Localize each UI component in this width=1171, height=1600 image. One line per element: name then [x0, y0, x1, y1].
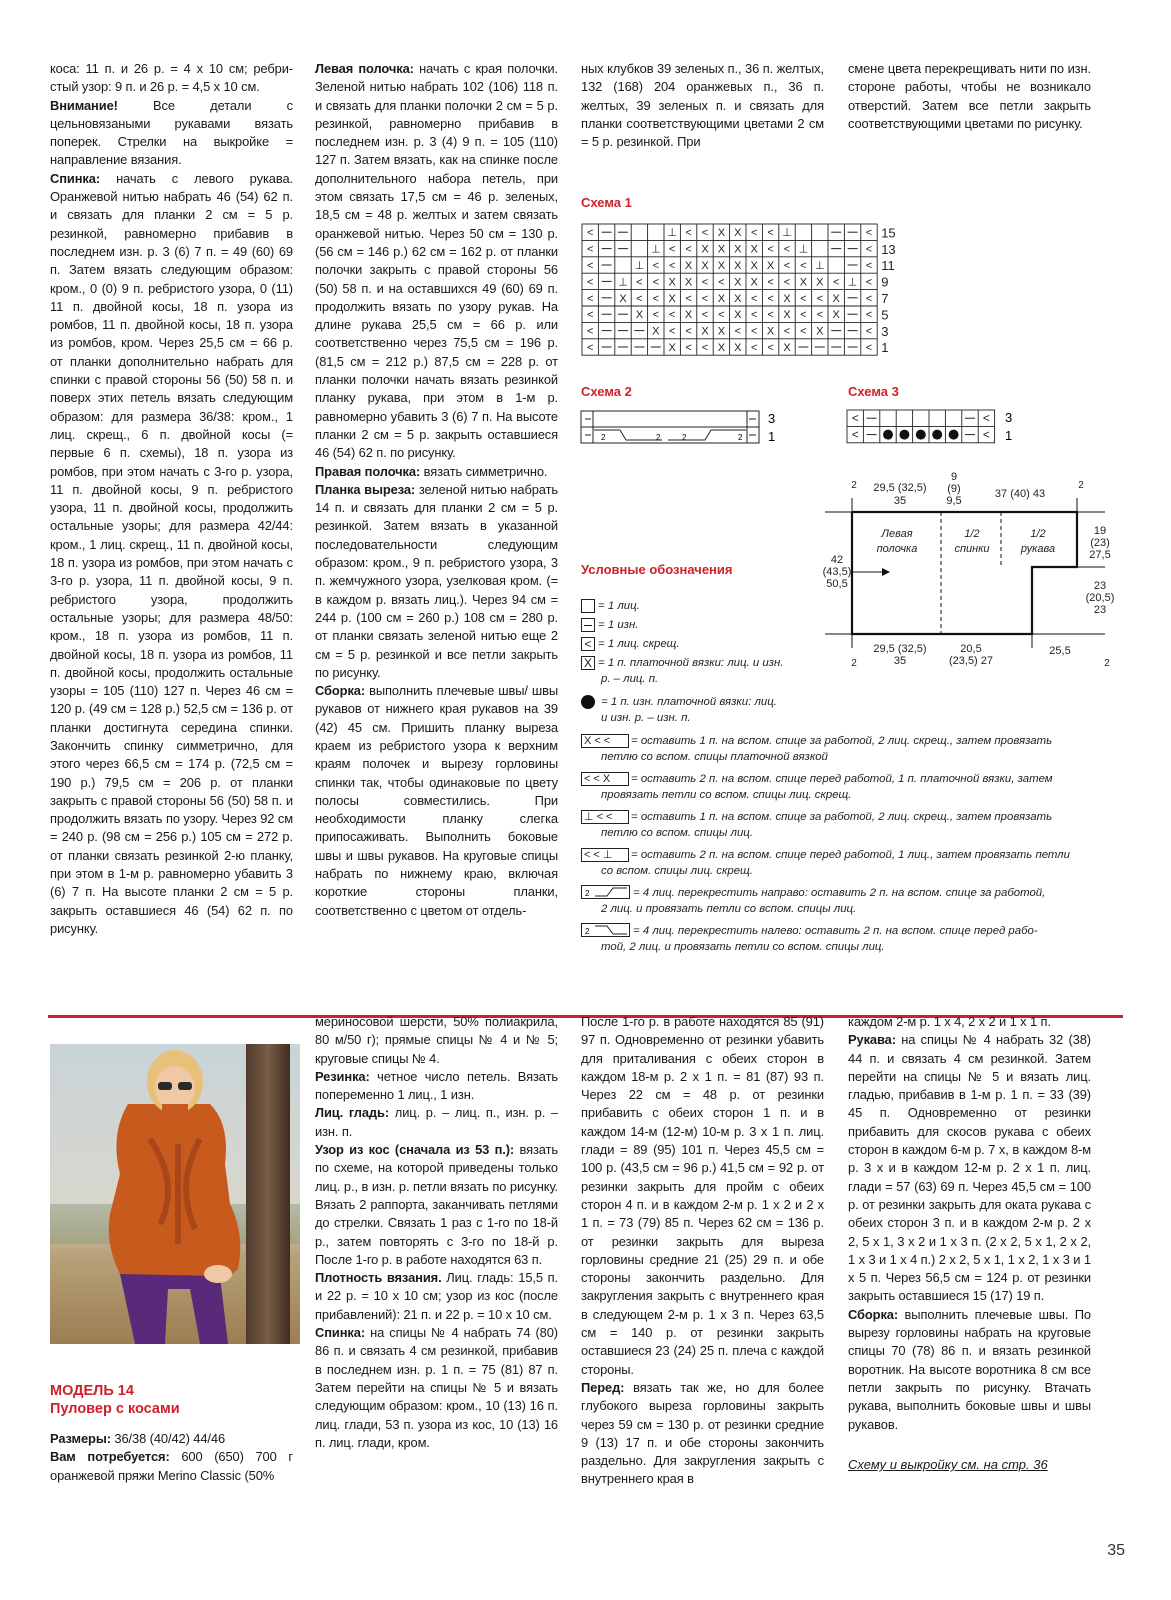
stitch-mark: < — [865, 243, 873, 256]
scheme-1-row-label: 1 — [881, 340, 889, 356]
stitch-mark: X — [701, 260, 709, 272]
back-text: на спицы № 4 набрать 74 (80) 86 п. и связать 4 см резинкой, прибавив в последнем изн. р. 1 п. = 75 (81) 87 п. Затем перейти на спицы № 5 и вязать следующим образом: кром., 10 (13) 16 п. лиц. глади, 53 п. узора из кос, 10 (13) 16 п. лиц. глади, кром. — [315, 1325, 558, 1450]
stitch-mark: < — [767, 292, 774, 305]
dimension-label: 42 — [830, 554, 844, 566]
stitch-mark: X — [816, 276, 824, 289]
stitch-mark: ⊥ — [815, 260, 825, 272]
scheme-2-row-label: 1 — [768, 429, 776, 444]
stitch-mark: < — [865, 227, 873, 240]
dimension-label: 50,5 — [826, 578, 848, 590]
stitch-mark: X — [668, 342, 676, 354]
assembly-label: Сборка: — [848, 1306, 899, 1322]
cross-right-symbol-icon — [581, 885, 631, 900]
scheme-3-chart — [845, 408, 1025, 448]
stitch-mark: X — [684, 260, 693, 272]
stitch-mark: X — [717, 227, 726, 240]
dimension-label: (23) — [1090, 537, 1110, 549]
attention-label: Внимание! — [50, 97, 118, 113]
stitch-mark: < — [734, 325, 742, 338]
stitch-mark: X — [734, 243, 742, 256]
stitch-mark: X — [701, 243, 709, 256]
legend-text: 2 лиц. и провязать петли со вспом. спицы лиц. — [601, 903, 857, 915]
sleeves-label: Рукава: — [848, 1032, 896, 1048]
dimension-label: 27,5 — [1089, 549, 1111, 561]
paragraph: каждом 2-м р. 1 х 4, 2 х 2 и 1 х 1 п. — [848, 1014, 1051, 1029]
stitch-mark: < — [586, 292, 594, 305]
dimension-label: 2 — [1104, 658, 1110, 669]
stitch-mark: < — [783, 243, 791, 256]
legend-text: = оставить 1 п. на вспом. спице за работой, 2 лиц. скрещ., затем провязать — [631, 735, 1053, 747]
assembly-text: выполнить плечевые швы/ швы рукавов от нижнего края рукавов на 39 (42) 45 см. Пришить планку выреза краем из ребристого узора к верхним краям полочек и вырезу горловины спинки так, чтобы одинаковые по цвету полосы совместились. При необходимости планку слегка припосаживать. Выполнить боковые швы и швы рукавов. На круговые спицы набрать по нижнему краю, включая короткие стороны планки, соответственно с цветом от отдель- — [315, 683, 558, 918]
stitch-mark: < — [652, 260, 660, 272]
cable-right-knit-symbol-icon: ⊥<< — [581, 810, 629, 824]
stitch-mark: X — [832, 309, 840, 322]
dimension-label: 23 — [1093, 604, 1107, 616]
garter-purl-mark — [949, 430, 959, 440]
stitch-mark: X — [799, 276, 808, 289]
garter-purl-mark — [916, 430, 926, 440]
stitch-mark: X — [668, 276, 676, 289]
stitch-mark: < — [652, 292, 660, 305]
stitch-mark: < — [800, 292, 807, 305]
legend-text: = 4 лиц. перекрестить направо: оставить 2 п. на вспом. спице за работой, — [633, 887, 1046, 899]
stitch-mark: < — [685, 243, 692, 256]
dimension-label: (23,5) 27 — [948, 655, 994, 667]
rib-text: четное число петель. Вязать попеременно 1 лиц., 1 изн. — [315, 1068, 558, 1103]
stitch-mark: < — [586, 276, 594, 289]
stitch-mark: < — [701, 276, 709, 289]
stitch-mark: < — [586, 342, 594, 354]
attention-text: Все детали с цельновязаными рукавами вязать поперек. Стрелки на выкройке = направление вязания. — [50, 97, 293, 168]
stitch-mark: < — [718, 309, 725, 322]
stitch-mark: < — [865, 325, 873, 338]
pattern-label: рукава — [1020, 543, 1056, 555]
assembly-text: выполнить плечевые швы. По вырезу горловины набрать на круговые спицы 70 (78) 86 п. и вязать резинкой воротник. На высоте воротника 8 см все петли закрыть по рисунку. Втачать рукава, выполнить боковые швы и швы рукавов. — [848, 1306, 1091, 1432]
stitch-mark: X — [701, 325, 709, 338]
scheme-3-title: Схема 3 — [848, 384, 899, 399]
stitch-mark: < — [800, 260, 807, 272]
legend-text: со вспом. спицы лиц. скрещ. — [601, 865, 753, 877]
legend-text: = 1 изн. — [598, 619, 639, 631]
stitch-mark: ⊥ — [634, 260, 645, 272]
stitch-mark: X — [734, 342, 742, 354]
stitch-mark: < — [652, 276, 660, 289]
stitch-mark: < — [586, 325, 594, 338]
legend-text: той, 2 лиц. и провязать петли со вспом. спицы лиц. — [601, 941, 885, 953]
dimension-label: 2 — [1078, 480, 1084, 491]
dimension-label: 20,5 — [960, 643, 982, 655]
legend-text: провязать петли со вспом. спицы лиц. скрещ. — [601, 789, 852, 801]
stitch-mark: < — [767, 243, 774, 256]
stitch-mark: < — [636, 276, 643, 289]
scheme-1-row-label: 11 — [881, 258, 895, 274]
dimension-label: 23 — [1093, 580, 1107, 592]
stitch-mark: < — [701, 342, 709, 354]
model-info — [50, 1430, 293, 1485]
text-line: стый узор: 9 п. и 26 р. = 4,5 х 10 см. — [50, 79, 260, 95]
legend-text: петлю со вспом. спицы лиц. — [601, 827, 753, 839]
stitch-mark: < — [783, 325, 791, 338]
stitch-mark: X — [783, 342, 791, 354]
stitch-mark: < — [783, 260, 791, 272]
stitch-mark: X — [750, 260, 758, 272]
text-column-4-top — [848, 60, 1091, 133]
pattern-label: 1/2 — [964, 528, 980, 540]
front-text: вязать так же, но для более глубокого выреза горловины закрыть через 59 см = 130 р. от резинки средние 9 (13) 17 п. и обе стороны закончить раздельно. Для закругления закрыть с внутреннего края в — [581, 1379, 824, 1487]
stitch-mark: X — [717, 292, 726, 305]
paragraph: смене цвета перекрещивать нити по изн. стороне работы, чтобы не возникало отверстий. Затем все петли закрыть соответствующими цветами по рисунку. — [848, 61, 1091, 131]
stitch-mark: < — [701, 227, 709, 240]
stitch-mark: < — [865, 260, 873, 272]
legend-text: = 1 лиц. скрещ. — [598, 638, 680, 650]
stitch-mark: < — [701, 309, 709, 322]
stitch-mark: < — [636, 292, 643, 305]
back-label: Спинка: — [50, 170, 101, 186]
stockinette-label: Лиц. гладь: — [315, 1105, 390, 1121]
materials-text: 600 (650) 700 г оранжевой пряжи Merino Classic (50% — [50, 1449, 293, 1483]
scheme-1-row-label: 7 — [881, 291, 889, 306]
dimension-label: 2 — [851, 658, 857, 669]
stitch-mark: < — [767, 276, 774, 289]
stitch-mark: < — [767, 309, 774, 322]
scheme-2-mark: 2 — [738, 433, 743, 442]
stitch-mark: ⊥ — [847, 276, 858, 289]
back-text: начать с левого рукава. Оранжевой нитью набрать 46 (54) 62 п. и связать для планки 2 см = 5 р. резинкой, равномерно прибавив в последнем изн. р. 3 (6) 7 п. = 49 (60) 69 п. Затем вязать следующим образом: кром., 0 (0) 9 п. ребристого узора, 0 (11) 11 п. двойной косы, 18 п. узора из ромбов, 11 п. двойной косы, 18 п. узора из ромбов, кром. Через 25,5 см = 66 р. от планки дополнительно набрать для спинки с правой стороны 56 (50) 58 п. и поверх этих петель вязать следующим образом: для размера 36/38: кром., 1 лиц. скрещ., 6 п. двойной косы (= первые 6 п. схемы), 18 п. узора из ромбов, при этом начать с 3-го р. узора, 11 п. двойной косы, 9 п. ребристого узора, 11 п. двойной косы, продолжить остальные узоры; для размера 42/44: кром., 1 лиц. скрещ., 11 п. двойной косы, 18 п. узора из ромбов, при этом начать с 3-го р. узора, 11 п. двойной косы, 9 п. ребристого узора, продолжить остальные узоры; для размера 48/50: кром., 18 п. узора из ромбов, 11 п. двойной косы, 18 п. узора из ромбов, 11 п. двойной косы, продолжить остальные узоры = 105 (110) 127 п. Через 46 см = 120 р. (49 см = 128 р.) 52,5 см = 136 р. от планки достигнута середина спинки. Закончить спинку симметрично, для этого через 66,5 см = 174 р. (72,5 см = 190 р.) 79,5 см = 206 р. от планки закрыть с правой стороны 56 (50) 58 п. и продолжить вязать по узору. Через 92 см = 240 р. (98 см = 256 р.) 105 см = 272 р. от планки связать резинкой 2-ю планку, при этом в 1-м р. равномерно убавить 3 (6) 7 п. На высоте планки 2 см = 5 р. закрыть оставшиеся 46 (54) 62 п. по рисунку. — [50, 170, 293, 936]
right-front-label: Правая полочка: — [315, 463, 421, 479]
stitch-mark: ⊥ — [651, 243, 661, 256]
materials-label: Вам потребуется: — [50, 1449, 170, 1465]
stitch-mark: X — [717, 243, 726, 256]
stitch-mark: X — [750, 243, 758, 256]
rib-label: Резинка: — [315, 1068, 370, 1084]
front-label: Перед: — [581, 1379, 625, 1395]
stitch-mark: < — [586, 309, 594, 322]
stitch-mark: < — [851, 427, 859, 442]
cable-pattern-label: Узор из кос (сначала из 53 п.): — [315, 1142, 515, 1158]
stitch-mark: < — [750, 227, 758, 240]
left-front-text: начать с края полочки. Зеленой нитью набрать 102 (106) 118 п. и связать для планки полочки 2 см = 5 р. резинкой, равномерно прибавив в последнем изн. р. 3 (4) 9 п. = 105 (110) 127 п. Затем вязать, как на спинке после дополнительного набора петель, при этом связать 17,5 см = 46 р. зеленых, 18,5 см = 48 р. желтых и затем связать оранжевой нитью. Через 50 см = 130 р. (56 см = 146 р.) 62 см = 162 р. от планки полочки закрыть с правой стороны 56 (50) 58 п. и на оставшихся 49 (60) 69 п. продолжить вязать по узору рукав. На длине рукава 25,5 см = 66 р. или соответственно через 75,5 см = 196 р. (81,5 см = 212 р.) 87,5 см = 228 р. от планки полочки начать вязать резинкой планку рукава, при этом в 1-м р. равномерно убавить 3 (6) 7 п. На высоте планки 2 см = 5 р. закрыть оставшиеся 46 (54) 62 п. по рисунку. — [315, 61, 558, 461]
legend-title: Условные обозначения — [581, 562, 733, 577]
text-column-1 — [50, 60, 293, 938]
pattern-label: полочка — [876, 543, 918, 555]
knit-symbol-icon — [581, 599, 595, 613]
stitch-mark: < — [982, 411, 990, 426]
stitch-mark: < — [668, 325, 676, 338]
scheme-1-row-label: 3 — [881, 323, 889, 339]
stitch-mark: < — [586, 260, 594, 272]
svg-text:2: 2 — [585, 889, 590, 899]
neck-band-text: зеленой нитью набрать 14 п. и связать для планки 2 см = 5 р. резинкой. Затем вязать в указанной последовательности следующим образом: кром., 9 п. ребристого узора, 3 п. жемчужного узора, узелковая кром. (= в каждом р. вязать лиц.). Через 94 см = 244 р. (100 см = 260 р.) 108 см = 280 р. от планки связать зеленой нитью еще 2 см = 5 р. резинкой и все петли закрыть по рисунку. — [315, 481, 558, 680]
stitch-mark: < — [816, 292, 824, 305]
twisted-knit-symbol-icon: < — [581, 637, 595, 651]
stitch-mark: < — [767, 227, 774, 240]
right-front-text: вязать симметрично. — [420, 463, 548, 479]
stitch-mark: < — [800, 325, 807, 338]
cross-left-symbol-icon — [581, 923, 631, 938]
left-front-label: Левая полочка: — [315, 61, 414, 76]
cable-right-3-symbol-icon: X<< — [581, 734, 629, 748]
model-photo — [50, 1044, 300, 1344]
stitch-mark: < — [685, 342, 692, 354]
gauge-text: Лиц. гладь: 15,5 п. и 22 р. = 10 х 10 см; узор из кос (после прибавлений): 21 п. и 22 р. = 10 х 10 см. — [315, 1270, 559, 1322]
stitch-mark: < — [668, 309, 676, 322]
dimension-label: 25,5 — [1049, 645, 1071, 657]
stitch-mark: < — [982, 427, 990, 442]
scheme-1-row-label: 15 — [881, 225, 896, 241]
stitch-mark: < — [800, 309, 807, 322]
purl-symbol-icon — [581, 618, 595, 632]
svg-text:2: 2 — [585, 927, 590, 937]
scheme-3-row-label: 1 — [1005, 428, 1013, 443]
stitch-mark: X — [635, 309, 644, 322]
stitch-mark: X — [684, 276, 693, 289]
stitch-mark: ⊥ — [782, 227, 792, 240]
stitch-mark: < — [685, 292, 692, 305]
paragraph: После 1-го р. в работе находятся 85 (91) 97 п. Одновременно от резинки убавить для приталивания с обеих сторон в каждом 18-м р. 2 х 1 п. = 81 (87) 93 п. Через 22 см = 48 р. от резинки прибавить с обеих сторон 1 п. и в каждом 14-м (12-м) 10-м р. 3 х 1 п. лиц. глади = 89 (95) 101 п. Через 45,5 см = 100 р. (43,5 см = 96 р.) 41,5 см = 92 р. от резинки закрыть для пройм с обеих сторон 4 п. и в каждом 2-м р. 1 х 2 и 2 х 1 п. = 73 (79) 85 п. Через 62 см = 136 р. от резинки закрыть для выреза горловины средние 21 (25) 29 п. и обе стороны закончить раздельно. Для закругления закрыть с внутреннего края в следующем 2-м р. 1 х 3 п. Через 63,5 см = 140 р. от резинки закрыть оставшиеся 23 (24) 25 п. плеча с каждой стороны. — [581, 1014, 824, 1377]
scheme-2-mark: 2 — [601, 433, 606, 442]
legend-text: = оставить 2 п. на вспом. спице перед работой, 1 п. платочной вязки, затем — [631, 773, 1053, 785]
stockinette-text: лиц. р. – лиц. п., изн. р. – изн. п. — [315, 1105, 559, 1139]
assembly-label: Сборка: — [315, 683, 366, 699]
stitch-mark: X — [734, 292, 742, 305]
legend-text: = оставить 1 п. на вспом. спице за работой, 2 лиц. скрещ., затем провязать — [631, 811, 1053, 823]
dimension-label: (20,5) — [1085, 592, 1115, 604]
stitch-mark: < — [783, 276, 791, 289]
stitch-mark: < — [865, 342, 873, 354]
stitch-mark: X — [717, 325, 726, 338]
stitch-mark: < — [767, 342, 774, 354]
paragraph: ных клубков 39 зеленых п., 36 п. желтых, 132 (168) 204 оранжевых п., 36 п. желтых, 39 зеленых п. и связать для планки соответствующими цветами 2 см = 5 р. резинкой. При — [581, 61, 824, 150]
dimension-label: 37 (40) 43 — [994, 488, 1046, 500]
text-column-2-bottom — [315, 1013, 558, 1452]
stitch-mark: X — [734, 309, 742, 322]
stitch-mark: < — [701, 292, 709, 305]
garter-purl-mark — [899, 430, 909, 440]
scheme-1-title: Схема 1 — [581, 195, 632, 210]
page-number: 35 — [1107, 1542, 1125, 1559]
scheme-1-row-label: 13 — [881, 241, 896, 257]
stitch-mark: ⊥ — [798, 243, 809, 256]
stitch-mark: X — [832, 292, 840, 305]
dimension-label: (43,5) — [822, 566, 852, 578]
text-column-2 — [315, 60, 558, 920]
stitch-mark: < — [865, 276, 873, 289]
stitch-mark: X — [734, 227, 742, 240]
dimension-label: 19 — [1093, 525, 1107, 537]
legend-text: = 4 лиц. перекрестить налево: оставить 2 п. на вспом. спице перед рабо- — [633, 925, 1038, 937]
stitch-mark: < — [750, 309, 758, 322]
dimension-label: 29,5 (32,5) — [873, 482, 927, 494]
gauge-label: Плотность вязания. — [315, 1270, 442, 1286]
legend — [581, 598, 1101, 958]
stitch-mark: < — [750, 292, 758, 305]
stitch-mark: < — [668, 260, 676, 272]
model-title — [50, 1382, 180, 1418]
pattern-label: Левая — [881, 528, 913, 540]
cable-pattern-text: вязать по схеме, на которой приведены только лиц. р., в изн. р. петли вязать по рисунку. Вязать 2 раппорта, заканчивать петлями до стрелки. Связать 1 раз с 1-го по 18-й р., затем повторять с 3-го по 18-й р. После 1-го р. в работе находятся 63 п. — [315, 1142, 558, 1267]
text-column-3-top — [581, 60, 824, 151]
sizes-label: Размеры: — [50, 1431, 111, 1446]
stitch-mark: < — [750, 342, 758, 354]
dimension-label: 29,5 (32,5) — [873, 643, 927, 655]
garter-purl-mark — [883, 430, 893, 440]
stitch-mark: X — [734, 276, 742, 289]
legend-text: = 1 п. изн. платочной вязки: лиц. — [601, 696, 777, 708]
stitch-mark: < — [668, 243, 676, 256]
stitch-mark: X — [684, 309, 693, 322]
stitch-mark: X — [750, 276, 758, 289]
pattern-label: спинки — [954, 543, 990, 555]
scheme-2-mark: 2 — [656, 433, 661, 442]
stitch-mark: ⊥ — [667, 227, 677, 240]
stitch-mark: X — [783, 292, 791, 305]
garter-knit-symbol-icon: X — [581, 656, 595, 670]
scheme-3-row-label: 3 — [1005, 410, 1013, 425]
legend-text: = 1 п. платочной вязки: лиц. и изн. — [598, 657, 784, 669]
model-name: Пуловер с косами — [50, 1401, 180, 1417]
scheme-2-chart — [580, 410, 795, 446]
stitch-mark: < — [685, 325, 692, 338]
scheme-2-mark: 2 — [682, 433, 687, 442]
garter-purl-mark — [932, 430, 942, 440]
cable-left-3-symbol-icon: <<X — [581, 772, 629, 786]
stitch-mark: X — [766, 325, 775, 338]
scheme-2-row-label: 3 — [768, 411, 776, 426]
stitch-mark: ⊥ — [618, 276, 628, 289]
paragraph: мериносовой шерсти, 50% полиакрила, 80 м/50 г); прямые спицы № 4 и № 5; круговые спицы № 4. — [315, 1014, 558, 1066]
stitch-mark: X — [766, 260, 775, 272]
stitch-mark: < — [865, 292, 873, 305]
model-number: МОДЕЛЬ 14 — [50, 1383, 134, 1399]
stitch-mark: X — [783, 309, 791, 322]
text-column-4-bottom — [848, 1013, 1091, 1434]
scheme-1-row-label: 9 — [881, 274, 889, 290]
scheme-2-title: Схема 2 — [581, 384, 632, 399]
stitch-mark: X — [734, 260, 742, 272]
dimension-label: 9 — [950, 471, 958, 483]
stitch-mark: < — [685, 227, 692, 240]
stitch-mark: < — [652, 309, 660, 322]
neck-band-label: Планка выреза: — [315, 481, 416, 497]
stitch-mark: < — [851, 411, 859, 426]
back-label: Спинка: — [315, 1325, 366, 1341]
dimension-label: 9,5 — [946, 495, 962, 507]
scheme-1-row-label: 5 — [881, 307, 889, 323]
legend-text: р. – лиц. п. — [601, 673, 659, 685]
stitch-mark: < — [586, 227, 594, 240]
legend-text: = оставить 2 п. на вспом. спице перед работой, 1 лиц., затем провязать петли — [631, 849, 1070, 861]
text-line: коса: 11 п. и 26 р. = 4 х 10 см; ребри- — [50, 61, 293, 76]
dimension-label: 35 — [893, 495, 907, 507]
cable-left-knit-symbol-icon: <<⊥ — [581, 848, 629, 862]
text-column-3-bottom — [581, 1013, 824, 1489]
stitch-mark: X — [668, 292, 676, 305]
dimension-label: 35 — [893, 655, 907, 667]
legend-text: = 1 лиц. — [598, 600, 640, 612]
scheme-1-chart — [580, 222, 910, 364]
stitch-mark: < — [865, 309, 873, 322]
dimension-label: (9) — [947, 483, 961, 495]
legend-text: и изн. р. – изн. п. — [601, 712, 691, 724]
stitch-mark: X — [619, 292, 627, 305]
stitch-mark: < — [718, 276, 725, 289]
legend-text: петлю со вспом. спицы платочной вязкой — [601, 751, 828, 763]
stitch-mark: X — [816, 325, 824, 338]
sizes-text: 36/38 (40/42) 44/46 — [110, 1431, 226, 1446]
stitch-mark: X — [652, 325, 660, 338]
dimension-label: 2 — [851, 480, 857, 491]
garter-purl-symbol-icon — [581, 695, 595, 709]
stitch-mark: < — [750, 325, 758, 338]
stitch-mark: < — [816, 309, 824, 322]
stitch-mark: < — [586, 243, 594, 256]
pattern-label: 1/2 — [1030, 528, 1046, 540]
stitch-mark: X — [717, 260, 726, 272]
sleeves-text: на спицы № 4 набрать 32 (38) 44 п. и связать 4 см резинкой. Затем перейти на спицы № 5 и вязать лиц. гладью, прибавив в 1-м р. 1 п. = 33 (39) 45 п. Одновременно от резинки прибавить для скосов рукава с обеих сторон в каждом 6-м р. 7 х, в каждом 8-м р. 3 х и в каждом 12-м р. 2 х 1 п. лиц. глади = 57 (63) 69 п. Через 45,5 см = 100 р. от резинки закрыть для оката рукава с обеих сторон 3 п. и в каждом 2-м р. 2 х 2, 5 х 1, 3 х 2 и 1 х 3 п. (2 х 2, 5 х 1, 2 х 2, 1 х 3 и 1 х 4 п.) 2 х 2, 5 х 1, 1 х 2, 1 х 3 и 1 х 5 п. Через 56,5 см = 124 р. от резинки закрыть оставшиеся 15 (17) 19 п. — [848, 1032, 1091, 1304]
stitch-mark: < — [832, 276, 840, 289]
stitch-mark: X — [717, 342, 726, 354]
see-page-link[interactable]: Схему и выкройку см. на стр. 36 — [848, 1457, 1048, 1472]
